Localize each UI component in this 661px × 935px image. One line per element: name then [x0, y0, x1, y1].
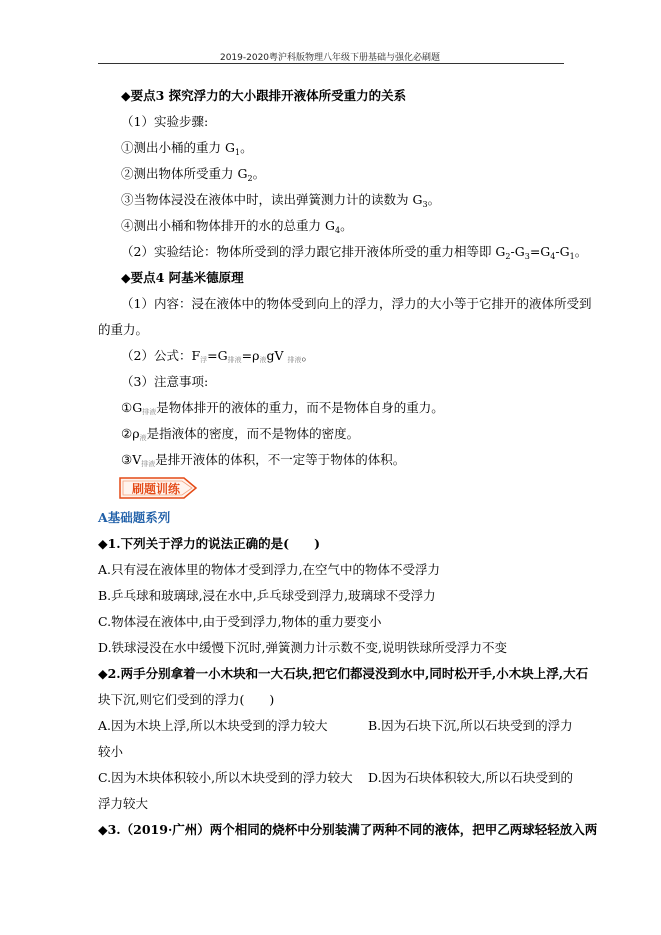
question-2-stem-line1: ◆2.两手分别拿着一小木块和一大石块,把它们都浸没到水中,同时松开手,小木块上浮,大石 — [98, 666, 589, 681]
step-4-sub: 4 — [334, 226, 341, 235]
content-line-1: （1）内容：浸在液体中的物体受到向上的浮力，浮力的大小等于它排开的液体所受到 — [121, 296, 592, 311]
question-2-option-d-cont: 浮力较大 — [98, 796, 149, 811]
step-2-text: ②测出物体所受重力 G — [121, 166, 248, 181]
formula-end: 。 — [301, 348, 314, 363]
header-divider — [98, 63, 564, 64]
formula — [121, 348, 314, 368]
steps-label: （1）实验步骤: — [121, 114, 209, 129]
step-4-end: 。 — [340, 218, 353, 233]
step-1 — [121, 140, 253, 161]
question-2-option-a: A.因为木块上浮,所以木块受到的浮力较大 — [98, 718, 328, 733]
note-3-b: 是排开液体的体积，不一定等于物体的体积。 — [155, 452, 406, 467]
note-2-b: 是指液体的密度，而不是物体的密度。 — [146, 426, 360, 441]
question-2-stem-line2: 块下沉,则它们受到的浮力( ) — [98, 692, 275, 707]
section-title: A基础题系列 — [98, 510, 171, 525]
formula-sub: 浮 — [200, 356, 208, 364]
question-1-option-a: A.只有浸在液体里的物体才受到浮力,在空气中的物体不受浮力 — [98, 562, 440, 577]
note-3-a: ③V — [121, 452, 142, 467]
note-3 — [121, 452, 405, 472]
step-3-end: 。 — [427, 192, 441, 207]
formula-part: gV — [266, 348, 284, 363]
question-1-option-d: D.铁球浸没在水中缓慢下沉时,弹簧测力计示数不变,说明铁球所受浮力不变 — [98, 640, 507, 655]
question-2-option-c: C.因为木块体积较小,所以木块受到的浮力较大 — [98, 770, 353, 785]
step-3 — [121, 192, 440, 213]
step-1-end: 。 — [240, 140, 253, 155]
notes-label: （3）注意事项: — [121, 374, 209, 389]
note-1-sub: 排液 — [142, 408, 157, 416]
formula-part: =ρ — [241, 348, 260, 363]
note-2-a: ②ρ — [121, 426, 140, 441]
note-2 — [121, 426, 359, 446]
note-2-sub: 液 — [139, 434, 147, 442]
step-4-text: ④测出小桶和物体排开的水的总重力 G — [121, 218, 335, 233]
point3-title: ◆要点3 探究浮力的大小跟排开液体所受重力的关系 — [121, 88, 407, 103]
step-2-sub: 2 — [247, 174, 253, 183]
banner-label: 刷题训练 — [131, 482, 180, 496]
note-1 — [121, 400, 444, 420]
formula-sub: 排液 — [227, 356, 242, 364]
conclusion-text: （2）实验结论：物体所受到的浮力跟它排开液体所受的重力相等即 G — [121, 244, 506, 259]
step-2-end: 。 — [252, 166, 266, 181]
step-1-text: ①测出小桶的重力 G — [121, 140, 235, 155]
page-header: 2019-2020粤沪科版物理八年级下册基础与强化必刷题 — [219, 53, 441, 63]
conclusion-sub: 1 — [569, 252, 575, 261]
formula-part: =G — [207, 348, 228, 363]
note-3-sub: 排液 — [141, 460, 156, 468]
practice-banner — [118, 476, 198, 500]
conclusion-sub: 2 — [505, 252, 511, 261]
conclusion-part: -G — [555, 244, 570, 259]
formula-sub: 液 — [259, 356, 267, 364]
step-3-sub: 3 — [422, 200, 428, 209]
step-3-text: ③当物体浸没在液体中时，读出弹簧测力计的读数为 G — [121, 192, 423, 207]
conclusion-sub: 3 — [524, 252, 530, 261]
point4-title: ◆要点4 阿基米德原理 — [121, 270, 244, 285]
question-2-option-b-cont: 较小 — [98, 744, 124, 759]
conclusion — [121, 244, 587, 265]
content-line-2: 的重力。 — [98, 322, 149, 337]
note-1-a: ①G — [121, 400, 143, 415]
conclusion-part: =G — [529, 244, 551, 259]
conclusion-part: -G — [510, 244, 525, 259]
conclusion-end: 。 — [574, 244, 588, 259]
question-1-option-b: B.乒乓球和玻璃球,浸在水中,乒乓球受到浮力,玻璃球不受浮力 — [98, 588, 436, 603]
note-1-b: 是物体排开的液体的重力，而不是物体自身的重力。 — [156, 400, 444, 415]
question-2-option-d: D.因为石块体积较大,所以石块受到的 — [368, 770, 574, 785]
step-4 — [121, 218, 353, 239]
step-1-sub: 1 — [234, 148, 241, 157]
formula-prefix: （2）公式：F — [121, 348, 201, 363]
formula-sub: 排液 — [287, 356, 302, 364]
question-2-option-b: B.因为石块下沉,所以石块受到的浮力 — [368, 718, 573, 733]
question-1-option-c: C.物体浸在液体中,由于受到浮力,物体的重力要变小 — [98, 614, 382, 629]
step-2 — [121, 166, 265, 187]
question-1-stem: ◆1.下列关于浮力的说法正确的是( ) — [98, 536, 320, 551]
conclusion-sub: 4 — [550, 252, 556, 261]
question-3-stem: ◆3.（2019·广州）两个相同的烧杯中分别装满了两种不同的液体，把甲乙两球轻轻放入两 — [98, 822, 598, 837]
